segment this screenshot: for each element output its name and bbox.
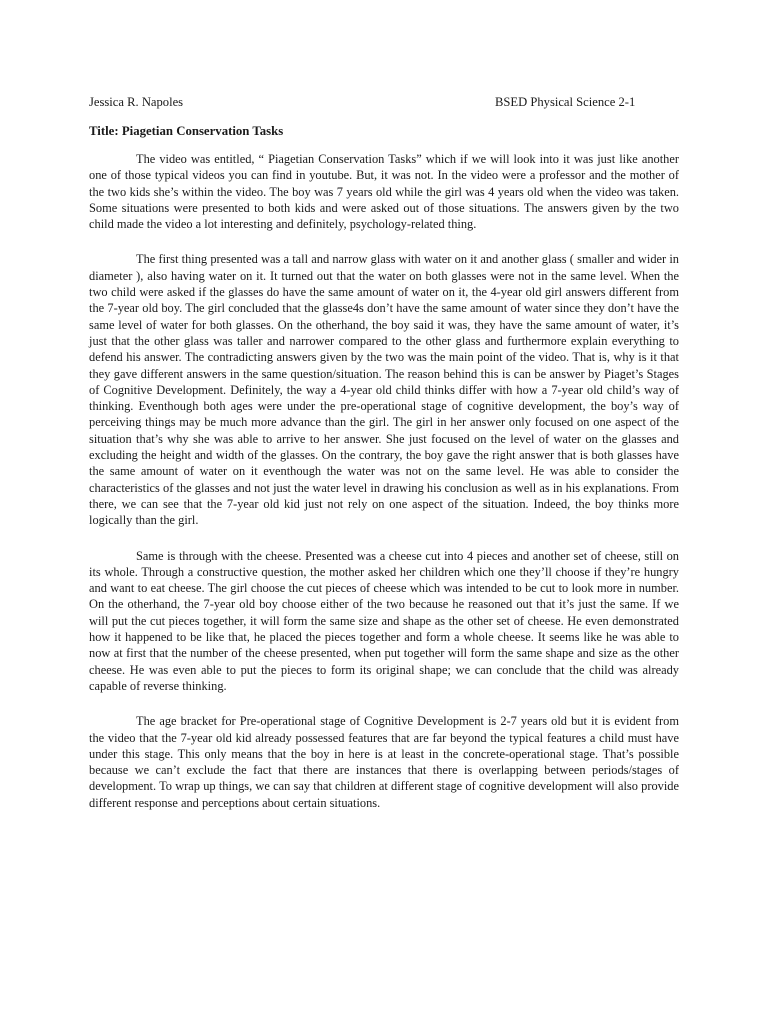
course-section: BSED Physical Science 2-1: [495, 95, 636, 109]
paragraph-glass-task: The first thing presented was a tall and narrow glass with water on it and another glass ( smaller and wider in diameter ), also having water on it. It turned out that the water on both glasses were not in the same level. When the two child were asked if the glasses do have the same amount of water on it, the 4-year old girl answers different from the 7-year old boy. The girl concluded that the glasse4s don’t have the same amount of water since they don’t have the same level of water for both glasses. On the otherhand, the boy said it was, they have the same amount of water, it’s just that the other glass was taller and narrower compared to the other glass and furthermore explain everything to defend his answer. The contradicting answers given by the two was the main point of the video. That is, why is it that they gave different answers in the same question/situation. The reason behind this is can be answer by Piaget’s Stages of Cognitive Development. Definitely, the way a 4-year old child thinks differ with how a 7-year old child’s way of thinking. Eventhough both ages were under the pre-operational stage of cognitive development, the boy’s way of perceiving things may be much more advance than the girl. The girl in her answer only focused on one aspect of the situation that’s why she was able to arrive to her answer. She just focused on the level of water on the glasses and excluding the height and width of the glasses. On the contrary, the boy gave the right answer that is both glasses have the same amount of water on it eventhough the water was not on the same level. He was able to consider the characteristics of the glasses and not just the water level in drawing his conclusion as well as in his explanations. From there, we can see that the 7-year old kid just not rely on one aspect of the situation. Indeed, the boy thinks more logically than the girl.: [89, 252, 679, 528]
document-body: [89, 151, 679, 830]
paragraph-intro: The video was entitled, “ Piagetian Conservation Tasks” which if we will look into it was just like another one of those typical videos you can find in youtube. But, it was not. In the video were a professor and the mother of the two kids she’s within the video. The boy was 7 years old while the girl was 4 years old when the video was taken. Some situations were presented to both kids and were asked out of those situations. The answers given by the two child made the video a lot interesting and definitely, psychology-related thing.: [89, 152, 679, 232]
paragraph-cheese-task: Same is through with the cheese. Presented was a cheese cut into 4 pieces and another set of cheese, still on its whole. Through a constructive question, the mother asked her children which one they’ll choose if they’re hungry and want to eat cheese. The girl choose the cut pieces of cheese which was intended to be cut to look more in number. On the otherhand, the 7-year old boy choose either of the two because he reasoned out that it’s just the same. If we will put the cut pieces together, it will form the same size and shape as the other set of cheese. He even demonstrated how it happened to be like that, he placed the pieces together and form a whole cheese. It seems like he was able to now at first that the number of the cheese presented, when put together will form the same shape and size as the other cheese. He was even able to put the pieces to form its original shape; we can conclude that the child was already capable of reverse thinking.: [89, 548, 679, 693]
paragraph-conclusion: The age bracket for Pre-operational stage of Cognitive Development is 2-7 years old but it is evident from the video that the 7-year old kid already possessed features that are far beyond the typical features a child must have under this stage. This only means that the boy in here is at least in the concrete-operational stage. That’s possible because we can’t exclude the fact that there are instances that there is overlapping between periods/stages of development. To wrap up things, we can say that children at different stage of cognitive development will also provide different response and perceptions about certain situations.: [89, 714, 679, 810]
document-header: [89, 92, 679, 112]
document-title: Title: Piagetian Conservation Tasks: [89, 124, 284, 138]
author-name: Jessica R. Napoles: [89, 95, 184, 109]
